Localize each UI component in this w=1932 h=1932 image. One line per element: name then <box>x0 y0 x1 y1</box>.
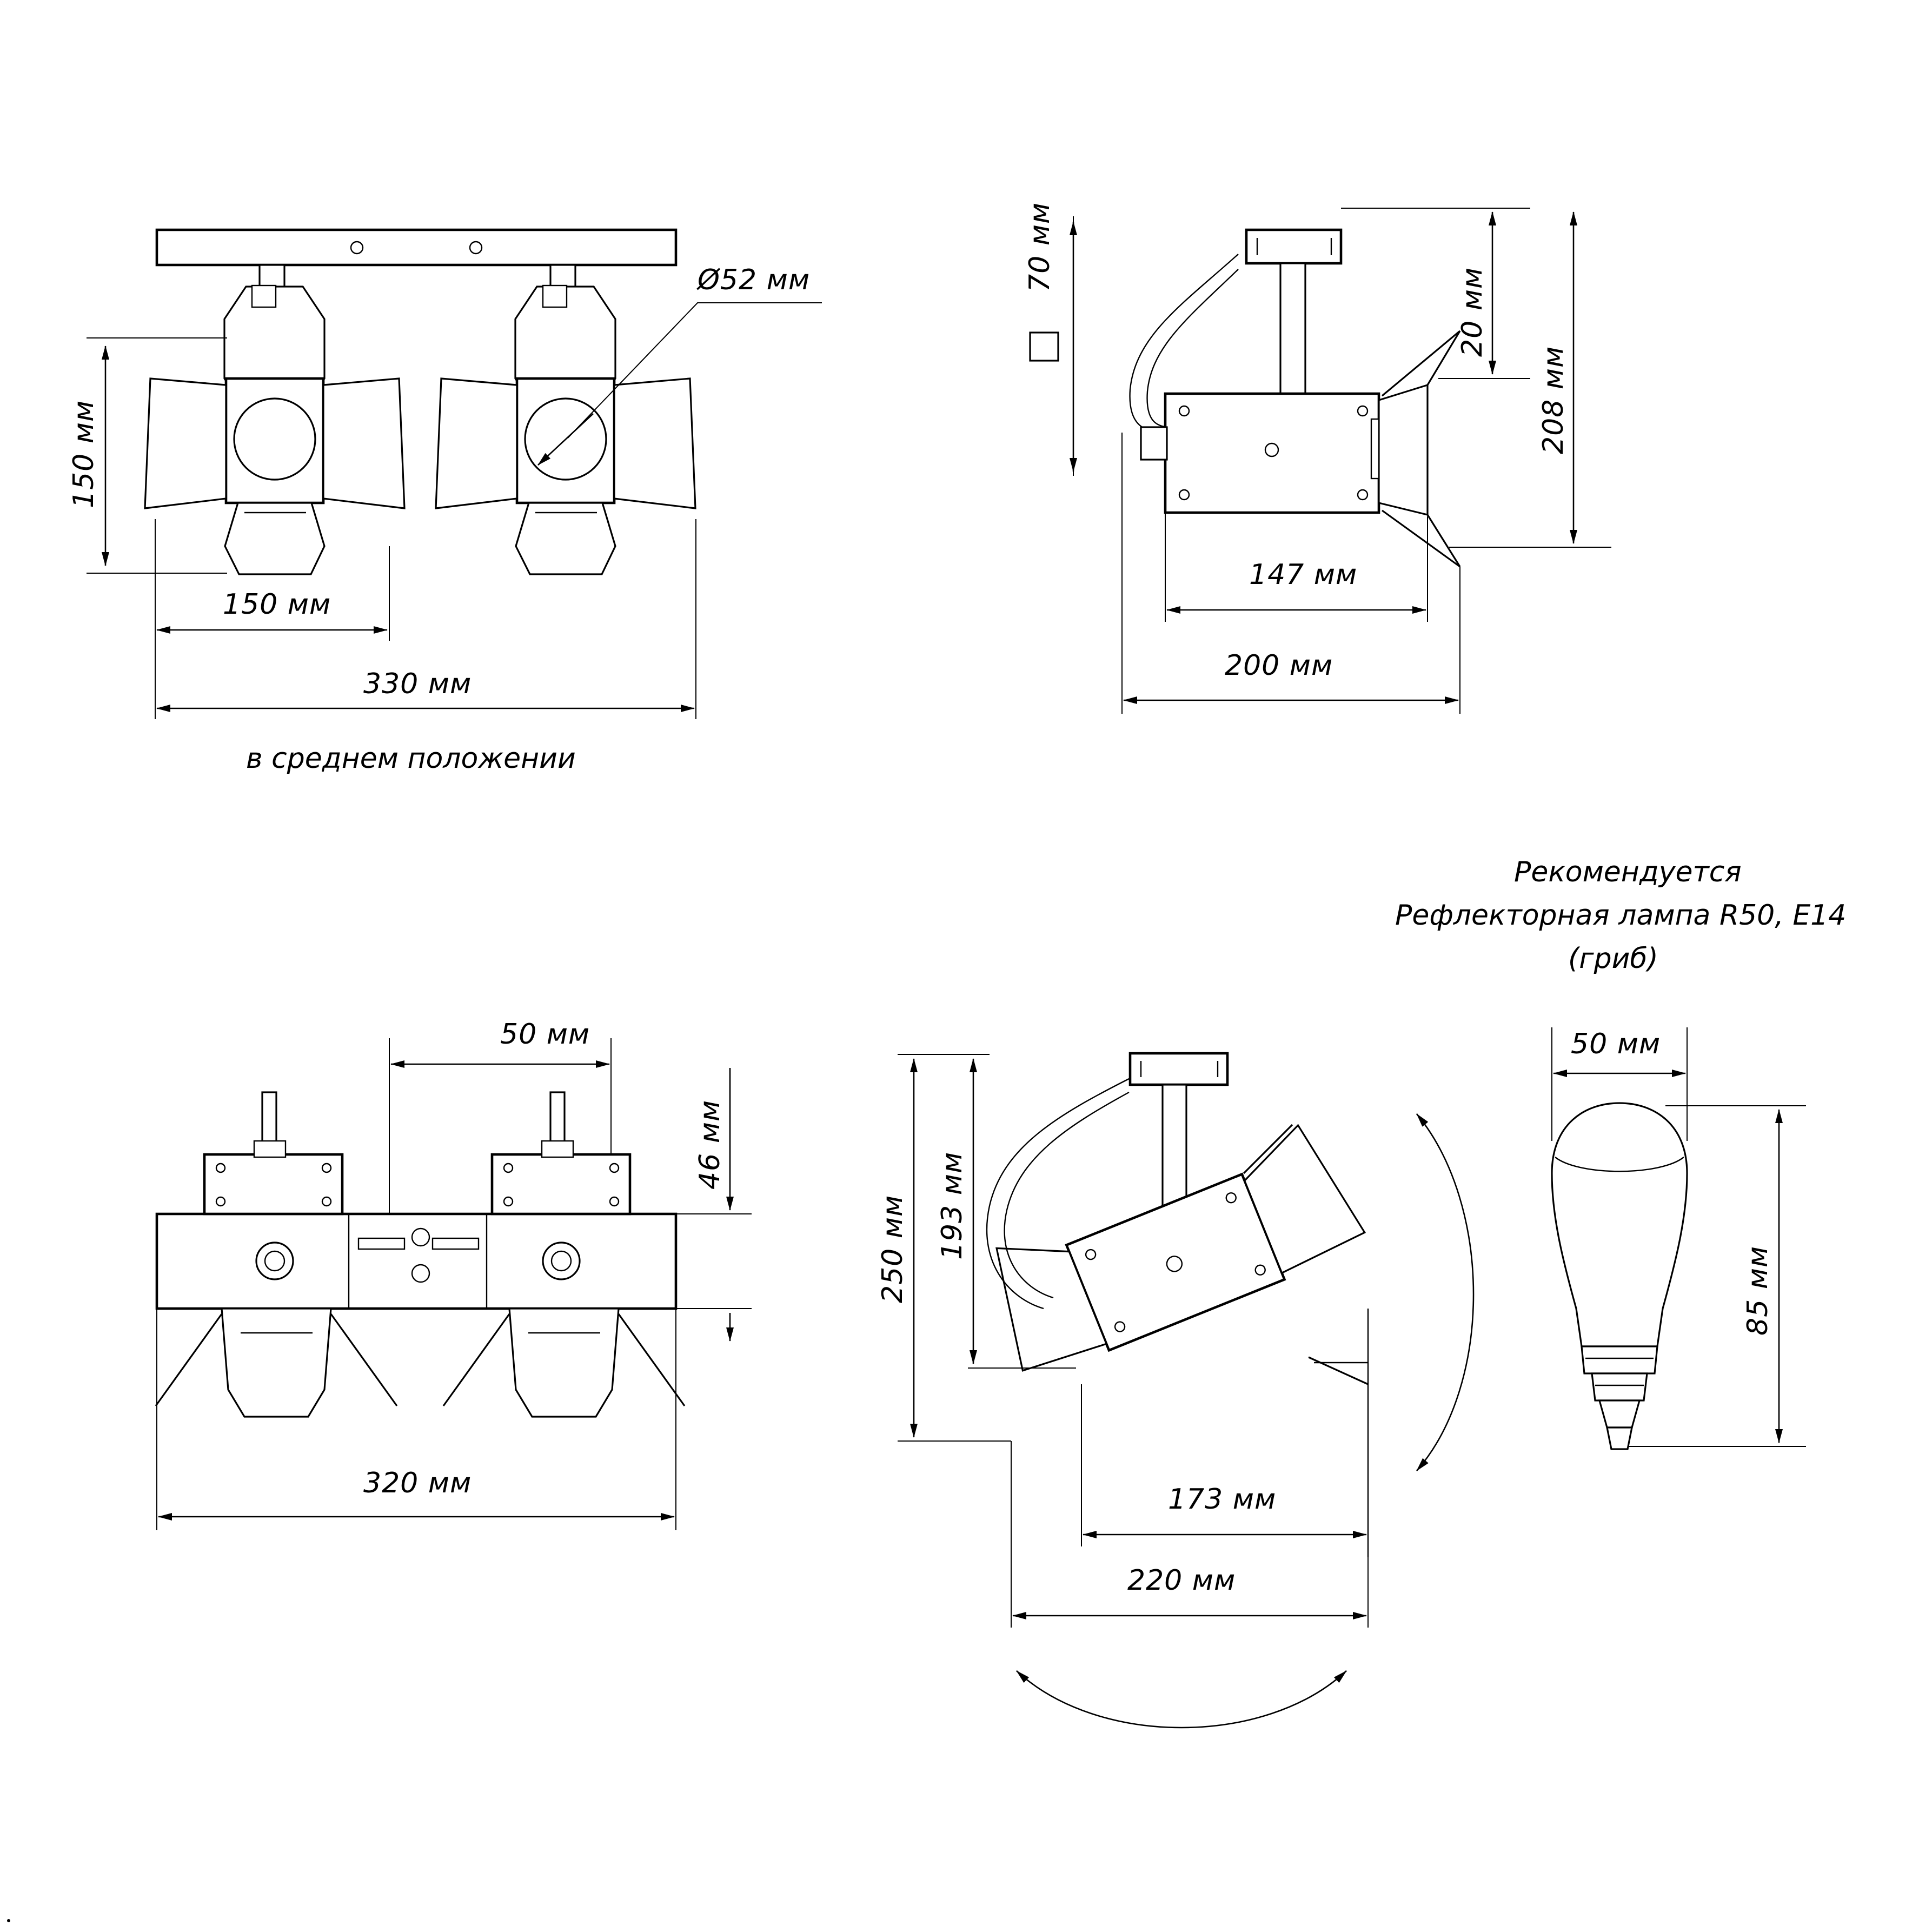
dim-front-spacing-150: 150 мм <box>223 588 331 621</box>
dim-side-offset-20: 20 мм <box>1456 267 1489 357</box>
lamp-note-line-2: Рефлекторная лампа R50, E14 <box>1395 899 1847 932</box>
dim-lamp-length-85: 85 мм <box>1742 1245 1774 1336</box>
dim-top-width-320: 320 мм <box>363 1467 472 1499</box>
dim-rot-height-193: 193 мм <box>936 1151 968 1260</box>
dim-front-height-150: 150 мм <box>68 400 100 508</box>
top-cone-right <box>443 1309 685 1417</box>
dim-top-spacing-50: 50 мм <box>500 1018 590 1051</box>
view-rotation <box>877 1053 1473 1728</box>
lamp-note-line-3: (гриб) <box>1568 942 1658 975</box>
dim-rot-width-220: 220 мм <box>1127 1564 1236 1597</box>
dim-side-depth-200: 200 мм <box>1225 649 1333 682</box>
dim-lamp-diameter-50: 50 мм <box>1571 1028 1661 1060</box>
top-unit-left <box>204 1092 342 1214</box>
dim-front-diameter: Ø52 мм <box>698 264 811 296</box>
dim-side-height-208: 208 мм <box>1537 346 1570 454</box>
dim-top-height-46: 46 мм <box>694 1099 726 1190</box>
dim-rot-width-173: 173 мм <box>1168 1483 1277 1516</box>
dim-side-depth-147: 147 мм <box>1249 559 1358 591</box>
dim-front-width-330: 330 мм <box>363 668 472 700</box>
view-side <box>1024 202 1611 714</box>
front-view-caption: в среднем положении <box>246 742 576 775</box>
top-cone-left <box>156 1309 397 1417</box>
fixture-right-front <box>436 265 695 574</box>
view-top <box>156 1018 752 1530</box>
view-front <box>68 230 822 775</box>
view-lamp <box>1395 856 1846 1449</box>
dim-rot-height-250: 250 мм <box>877 1194 909 1303</box>
top-unit-right <box>492 1092 630 1214</box>
dim-side-base-70: 70 мм <box>1024 202 1056 292</box>
lamp-note-line-1: Рекомендуется <box>1514 856 1742 888</box>
fixture-left-front <box>145 265 404 574</box>
corner-mark <box>7 1919 10 1922</box>
